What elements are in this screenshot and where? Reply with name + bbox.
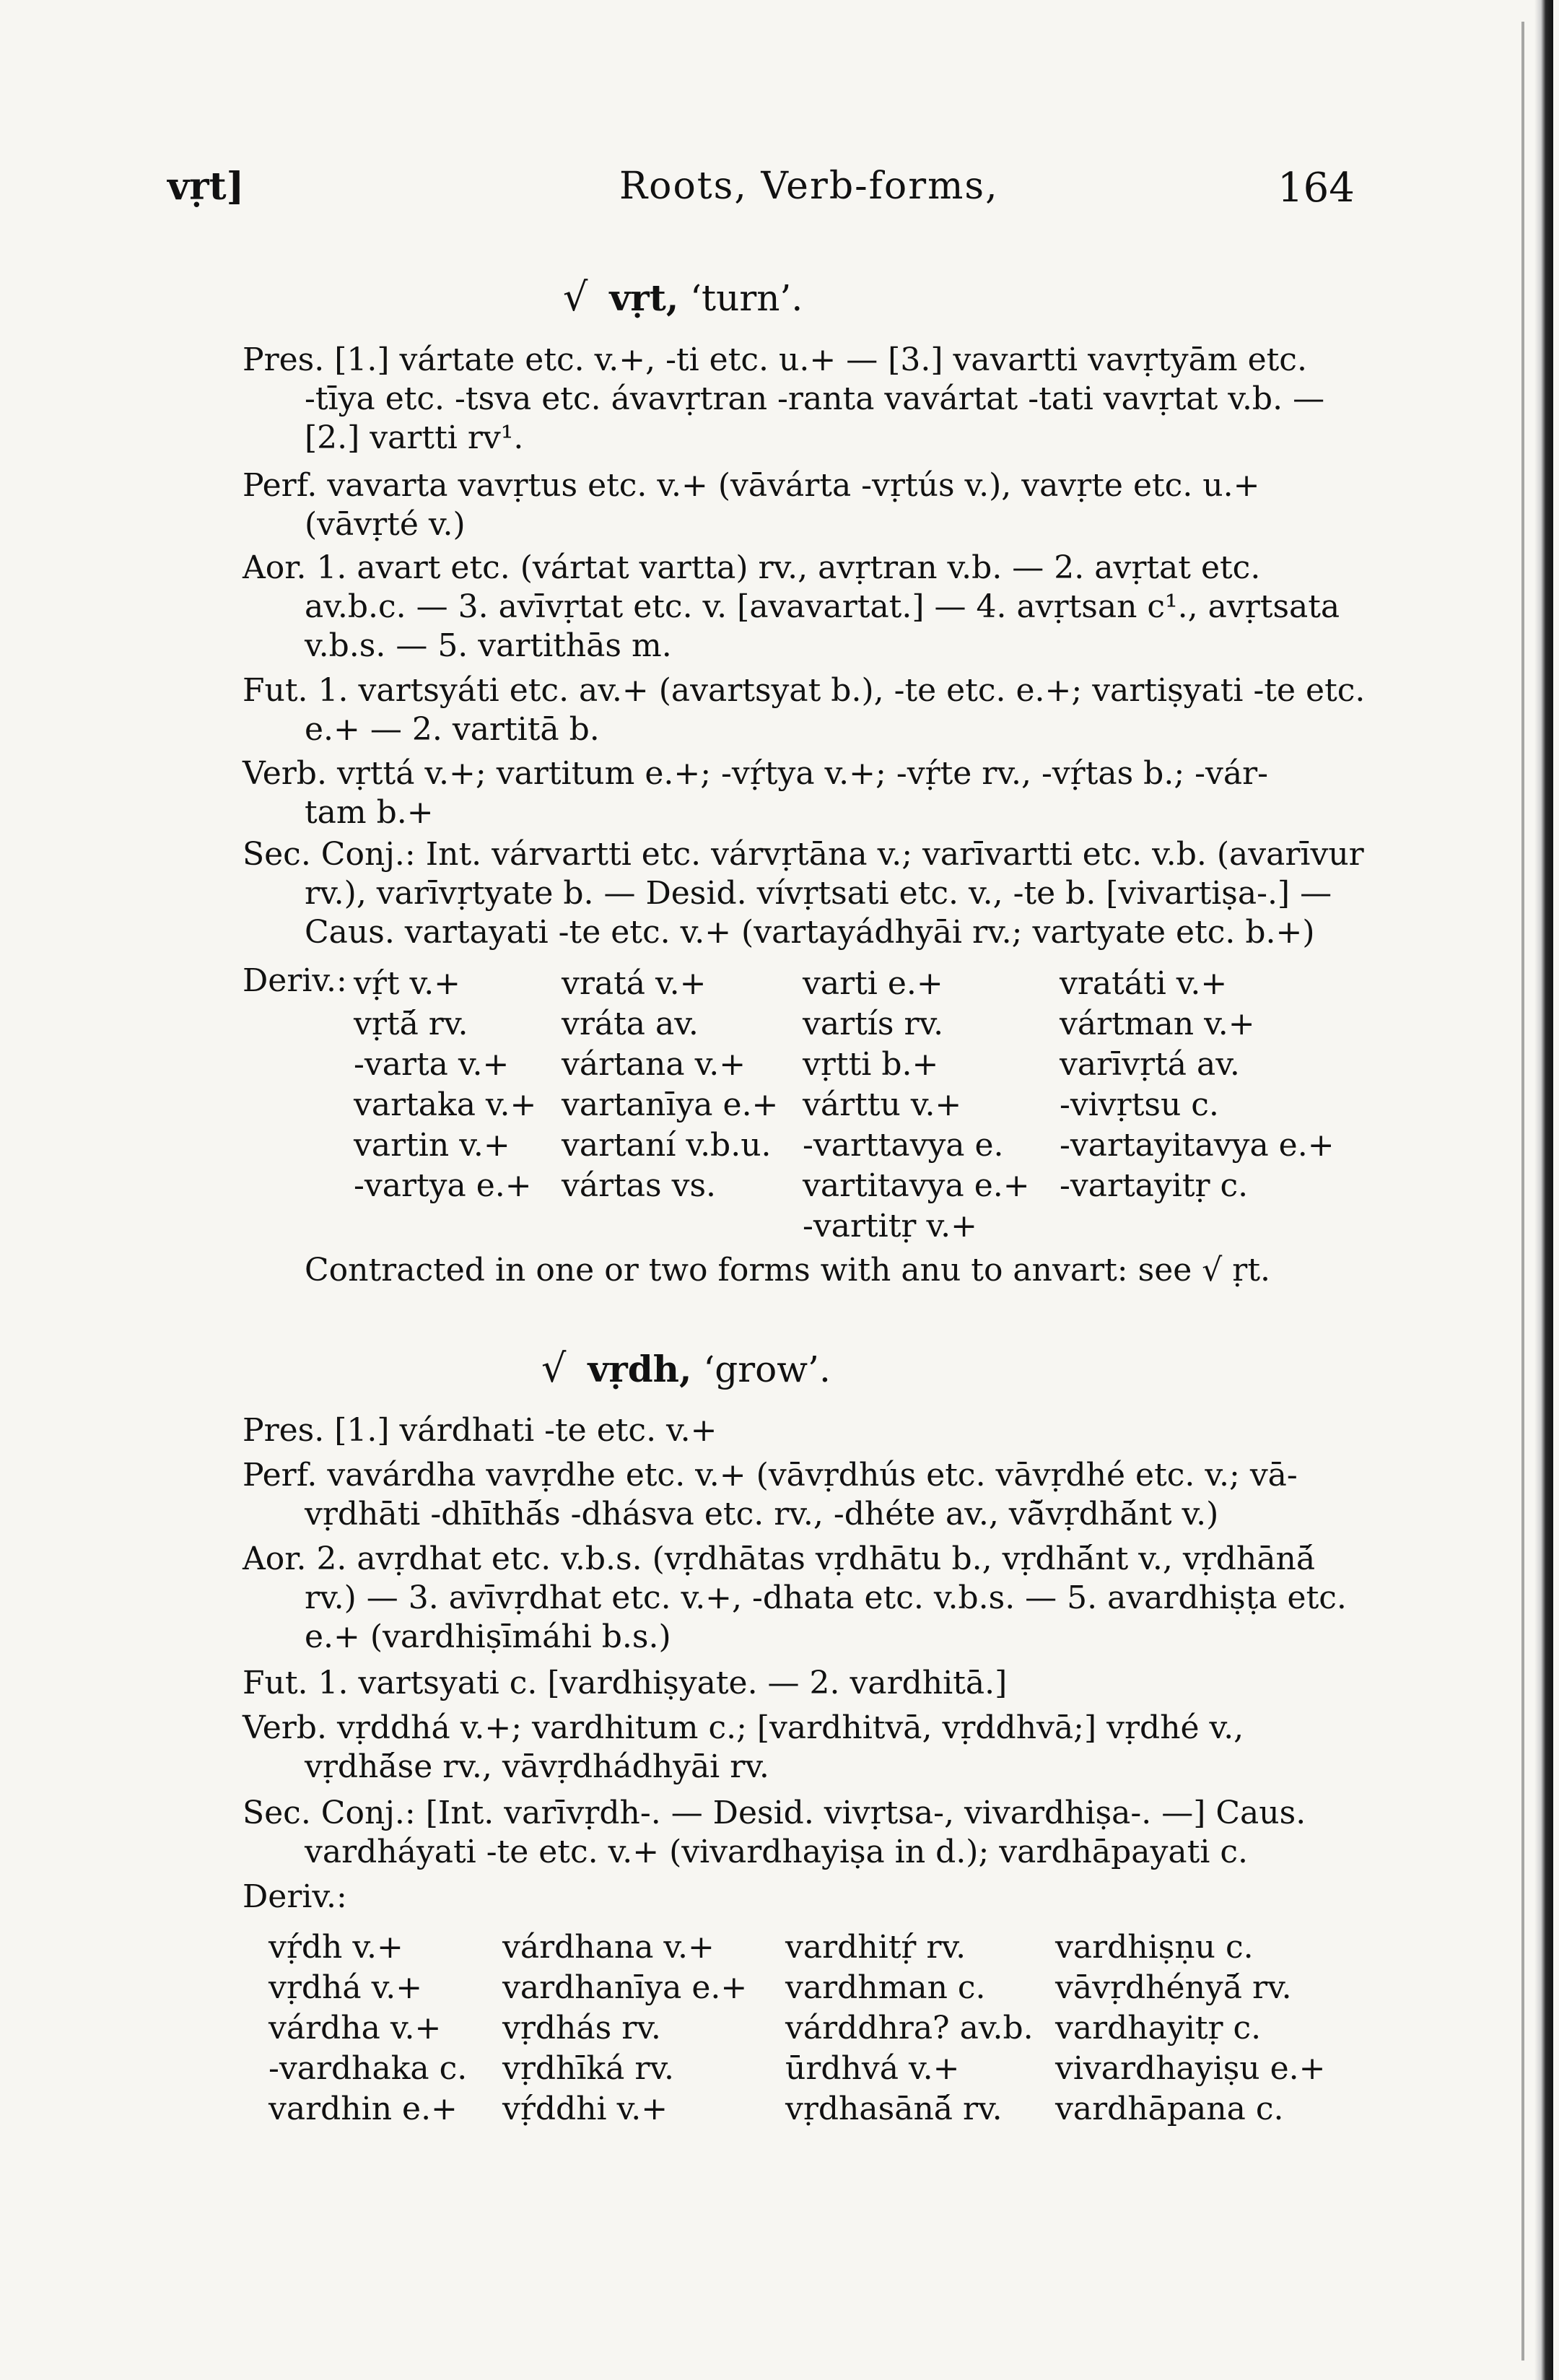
text-line: Fut. 1. vartsyáti etc. av.+ (avartsyat b.), -te etc. e.+; vartiṣyati -te etc. [243, 672, 1366, 709]
scan-edge-line [1521, 22, 1524, 2361]
header-left: vṛt] [167, 165, 245, 209]
deriv-item: vṛtti b.+ [803, 1046, 939, 1083]
text-line: Pres. [1.] várdhati -te etc. v.+ [243, 1412, 717, 1449]
deriv-item: vāvṛdhényā́ rv. [1055, 1969, 1292, 2006]
deriv-item: vṛdhás rv. [502, 2010, 661, 2046]
note-line: Contracted in one or two forms with anu to anvart: see √ ṛt. [305, 1252, 1270, 1289]
text-line: Fut. 1. vartsyati c. [vardhiṣyate. — 2. vardhitā.] [243, 1665, 1008, 1701]
text-line: vardháyati -te etc. v.+ (vivardhayiṣa in d.); vardhāpayati c. [305, 1834, 1249, 1870]
scan-edge [1534, 0, 1553, 2380]
deriv-item: vṛ́dh v.+ [268, 1929, 403, 1966]
deriv-item: vartitavya e.+ [803, 1167, 1030, 1204]
section-title-vrdh [541, 1346, 831, 1391]
deriv-item: vardhitṛ́ rv. [785, 1929, 966, 1966]
root-symbol: √ [541, 1346, 567, 1391]
deriv-label: Deriv.: [243, 1878, 347, 1915]
deriv-item: vártman v.+ [1060, 1006, 1255, 1042]
deriv-item: vardhāpana c. [1055, 2091, 1284, 2127]
root-word: vṛdh, [588, 1348, 692, 1390]
header-title: Roots, Verb-forms, [619, 165, 999, 208]
deriv-item: vardhman c. [785, 1969, 986, 2006]
deriv-item: -varttavya e. [803, 1127, 1004, 1164]
deriv-item: ūrdhvá v.+ [785, 2050, 960, 2087]
deriv-item: vṛ́t v.+ [354, 965, 461, 1002]
deriv-item: várddhra? av.b. [785, 2010, 1034, 2046]
deriv-item: vártana v.+ [562, 1046, 746, 1083]
text-line: av.b.c. — 3. avīvṛtat etc. v. [avavartat.] — 4. avṛtsan c¹., avṛtsata [305, 588, 1340, 625]
text-line: Pres. [1.] vártate etc. v.+, -ti etc. u.+ — [3.] vavartti vavṛtyām etc. [243, 341, 1307, 378]
deriv-item: -vardhaka c. [268, 2050, 468, 2087]
deriv-item: -vartayitavya e.+ [1060, 1127, 1335, 1164]
deriv-item: vṛdhá v.+ [268, 1969, 423, 2006]
text-line: rv.), varīvṛtyate b. — Desid. vívṛtsati etc. v., -te b. [vivartiṣa-.] — [305, 875, 1332, 912]
text-line: (vāvṛté v.) [305, 506, 466, 543]
page-number: 164 [1278, 165, 1355, 212]
deriv-label: Deriv.: [243, 962, 347, 999]
deriv-item: vṛdhasānā́ rv. [785, 2091, 1003, 2127]
text-line: Verb. vṛddhá v.+; vardhitum c.; [vardhitvā, vṛddhvā;] vṛdhé v., [243, 1709, 1244, 1746]
text-line: vṛdhāti -dhīthā́s -dhásva etc. rv., -dhéte av., vā̆vṛdhā́nt v.) [305, 1496, 1219, 1533]
deriv-item: -vivṛtsu c. [1060, 1086, 1219, 1123]
deriv-item: vardhayitṛ c. [1055, 2010, 1262, 2046]
text-line: tam b.+ [305, 794, 434, 831]
text-line: [2.] vartti rv¹. [305, 419, 524, 456]
text-line: Perf. vavarta vavṛtus etc. v.+ (vāvárta -vṛtús v.), vavṛte etc. u.+ [243, 467, 1260, 504]
deriv-item: vivardhayiṣu e.+ [1055, 2050, 1326, 2087]
section-title-vrt [563, 274, 803, 320]
text-line: vṛdhā́se rv., vāvṛdhádhyāi rv. [305, 1748, 769, 1785]
root-symbol: √ [563, 274, 588, 320]
deriv-item: vartanīya e.+ [562, 1086, 779, 1123]
deriv-item: varīvṛtá av. [1060, 1046, 1240, 1083]
text-line: Caus. vartayati -te etc. v.+ (vartayádhyāi rv.; vartyate etc. b.+) [305, 914, 1315, 951]
text-line: v.b.s. — 5. vartithās m. [305, 627, 672, 664]
deriv-item: vartin v.+ [354, 1127, 510, 1164]
deriv-item: -vartitṛ v.+ [803, 1208, 977, 1245]
deriv-item: vartaní v.b.u. [562, 1127, 772, 1164]
text-line: Aor. 2. avṛdhat etc. v.b.s. (vṛdhātas vṛdhātu b., vṛdhā́nt v., vṛdhānā́ [243, 1540, 1316, 1577]
text-line: e.+ (vardhiṣīmáhi b.s.) [305, 1618, 671, 1655]
deriv-item: vṛdhīká rv. [502, 2050, 675, 2087]
text-line: Sec. Conj.: [Int. varīvṛdh-. — Desid. vivṛtsa-, vivardhiṣa-. —] Caus. [243, 1795, 1306, 1831]
text-line: Sec. Conj.: Int. várvartti etc. várvṛtāna v.; varīvartti etc. v.b. (avarīvur [243, 836, 1364, 873]
deriv-item: vardhiṣṇu c. [1055, 1929, 1254, 1966]
deriv-item: vartís rv. [803, 1006, 944, 1042]
text-line: Aor. 1. avart etc. (vártat vartta) rv., avṛtran v.b. — 2. avṛtat etc. [243, 549, 1261, 586]
deriv-item: vardhanīya e.+ [502, 1969, 748, 2006]
deriv-item: várdhana v.+ [502, 1929, 715, 1966]
deriv-item: vardhin e.+ [268, 2091, 458, 2127]
root-word: vṛt, [609, 276, 679, 319]
text-line: e.+ — 2. vartitā b. [305, 711, 600, 748]
deriv-item: varti e.+ [803, 965, 943, 1002]
deriv-item: vartaka v.+ [354, 1086, 537, 1123]
deriv-item: -vartayitṛ c. [1060, 1167, 1249, 1204]
deriv-item: vártas vs. [562, 1167, 717, 1204]
text-line: rv.) — 3. avīvṛdhat etc. v.+, -dhata etc. v.b.s. — 5. avardhiṣṭa etc. [305, 1579, 1347, 1616]
text-line: Verb. vṛttá v.+; vartitum e.+; -vṛ́tya v.+; -vṛ́te rv., -vṛ́tas b.; -vár- [243, 755, 1268, 792]
deriv-item: vráta av. [562, 1006, 699, 1042]
deriv-item: vratá v.+ [562, 965, 707, 1002]
deriv-item: -vartya e.+ [354, 1167, 532, 1204]
root-gloss: ‘grow’. [703, 1348, 831, 1390]
deriv-item: -varta v.+ [354, 1046, 510, 1083]
text-line: -tīya etc. -tsva etc. ávavṛtran -ranta vavártat -tati vavṛtat v.b. — [305, 380, 1325, 417]
deriv-item: vṛtā́ rv. [354, 1006, 468, 1042]
deriv-item: várttu v.+ [803, 1086, 962, 1123]
deriv-item: vṛ́ddhi v.+ [502, 2091, 668, 2127]
deriv-item: várdha v.+ [268, 2010, 442, 2046]
root-gloss: ‘turn’. [690, 277, 803, 319]
deriv-item: vratáti v.+ [1060, 965, 1228, 1002]
text-line: Perf. vavárdha vavṛdhe etc. v.+ (vāvṛdhús etc. vāvṛdhé etc. v.; vā- [243, 1457, 1298, 1494]
